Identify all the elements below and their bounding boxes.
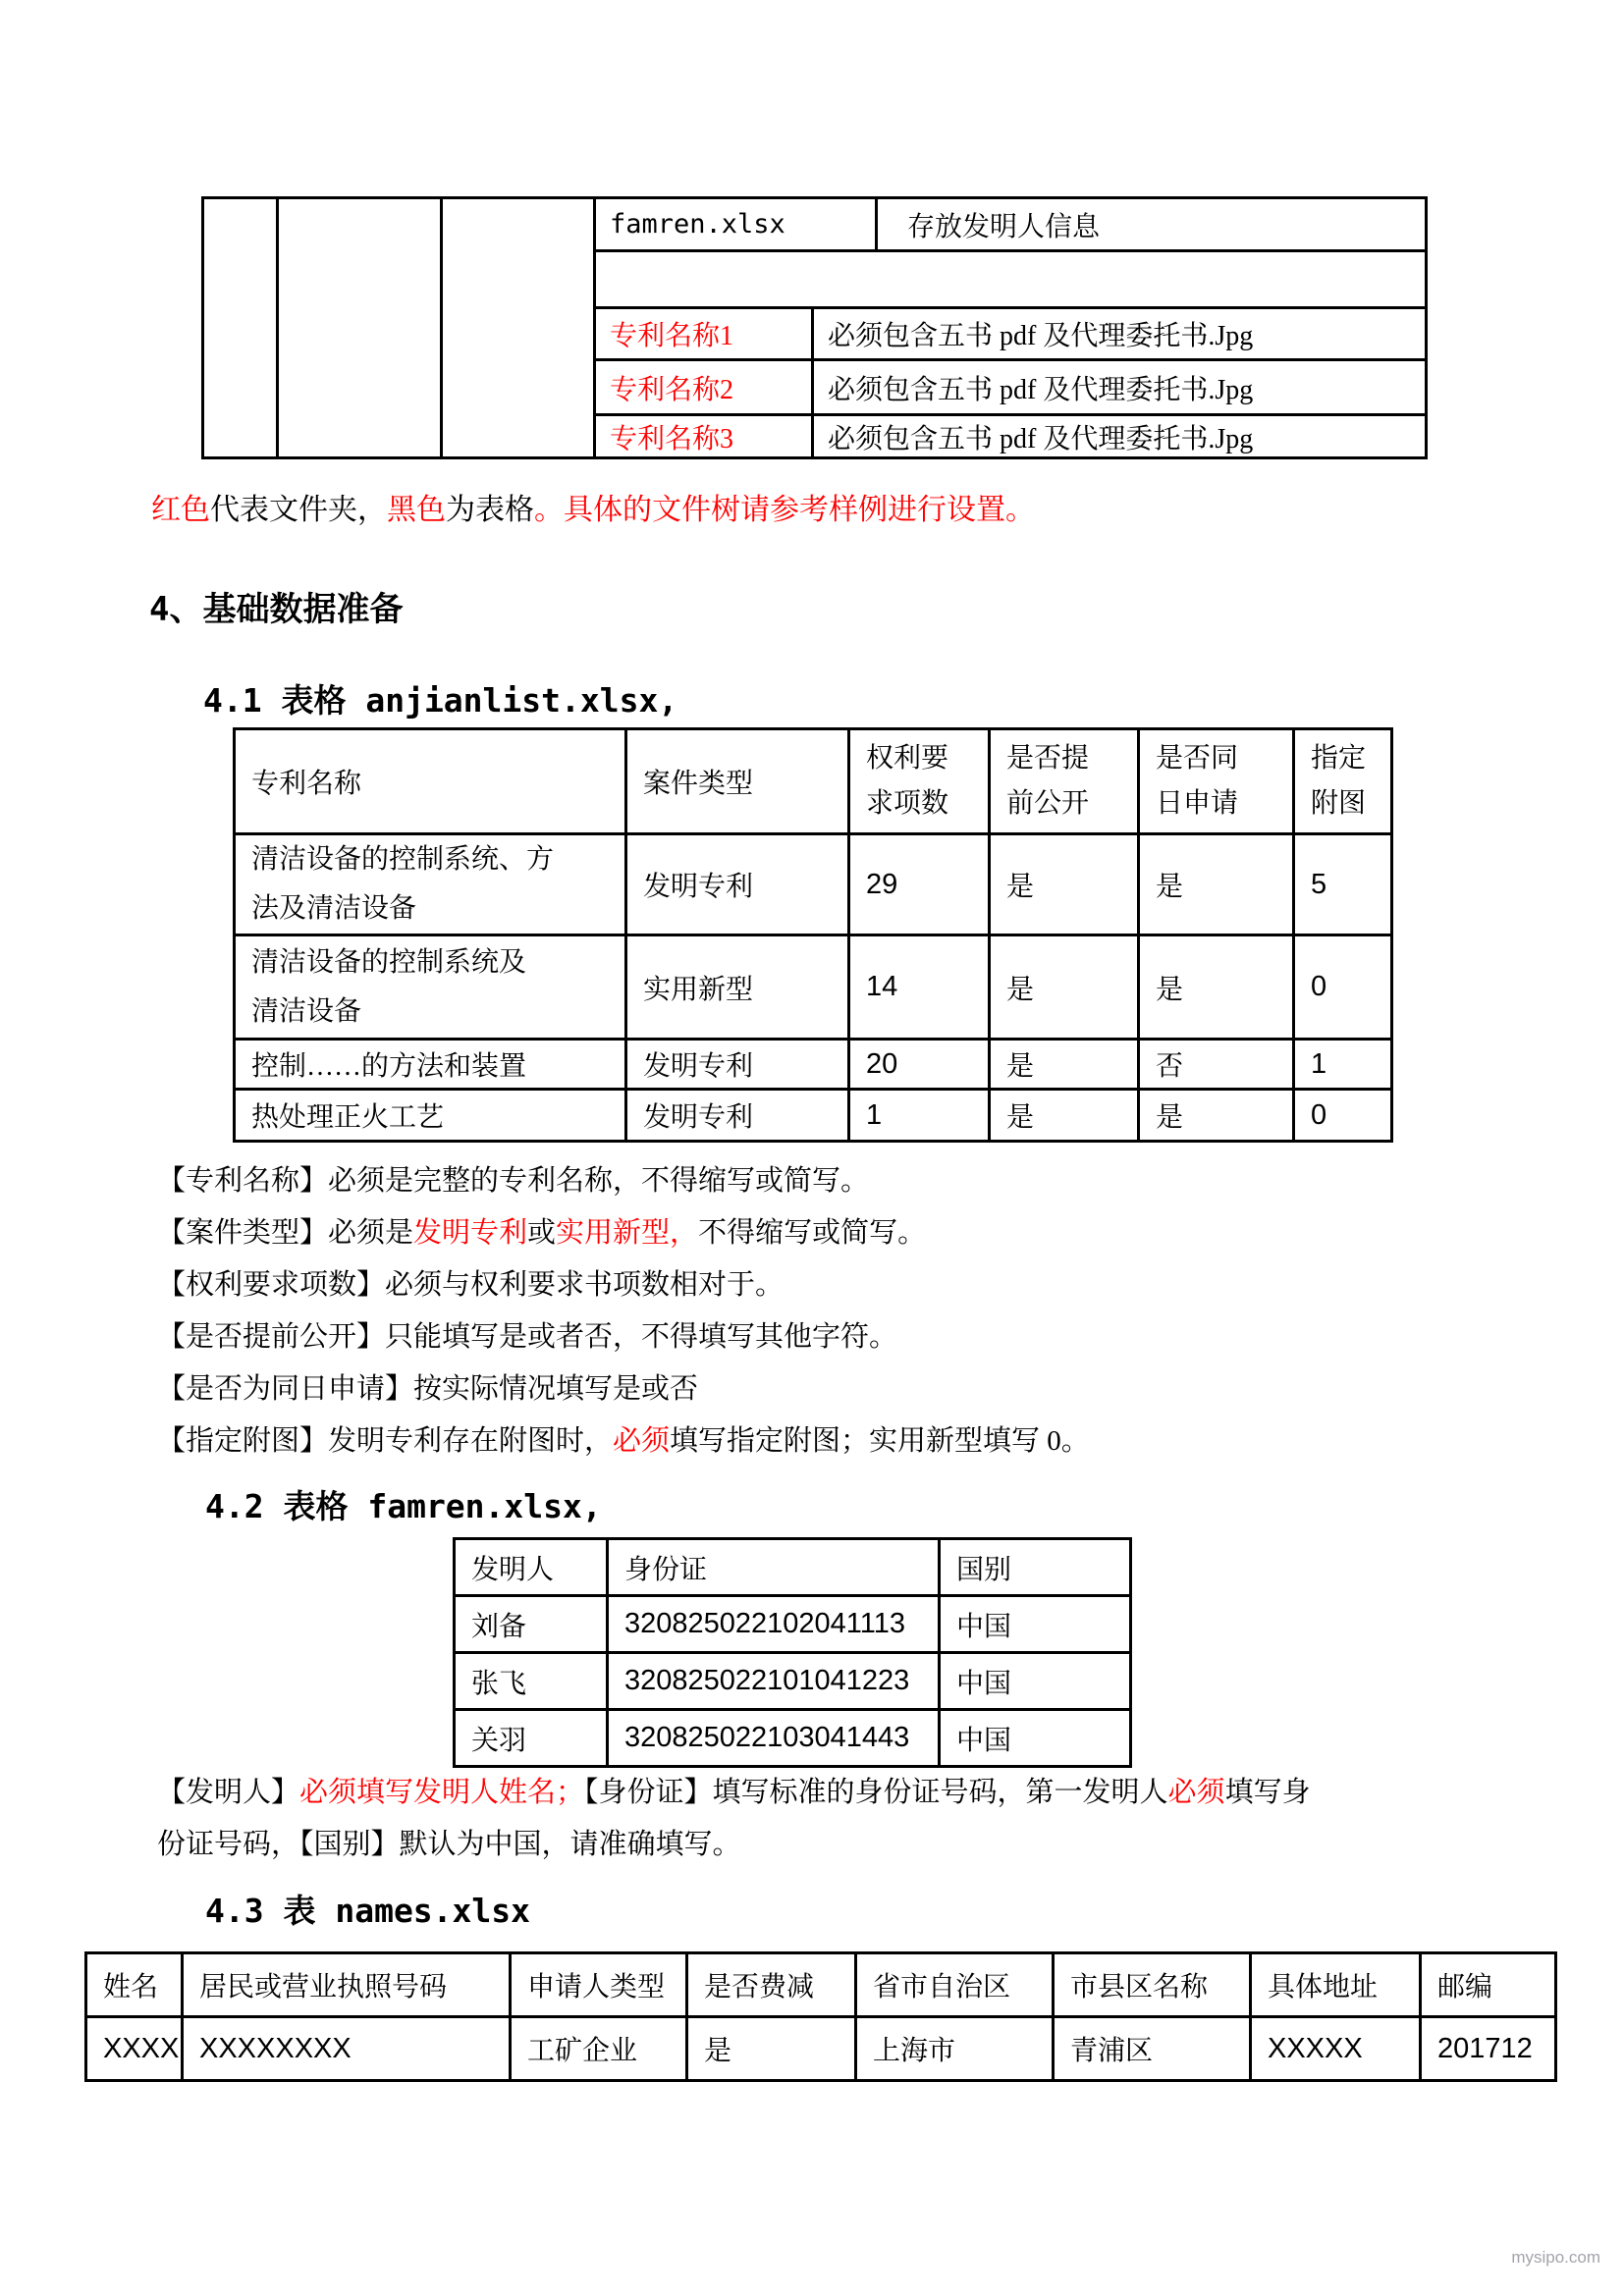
cell-fee-reduction: 是 [687, 2017, 856, 2081]
file-name-famren: famren.xlsx [610, 209, 785, 240]
cell-same-day: 是 [1139, 834, 1294, 935]
cell-inventor: 张飞 [455, 1653, 608, 1710]
cell-nationality: 中国 [940, 1653, 1131, 1710]
note-claims: 【权利要求项数】必须与权利要求书项数相对于。 [157, 1269, 785, 1301]
header-fee-reduction: 是否费减 [687, 1953, 856, 2017]
anjianlist-table [233, 727, 1393, 1143]
header-name: 姓名 [86, 1953, 183, 2017]
table-hline [593, 249, 1425, 252]
folder-desc-patent-3: 必须包含五书 pdf 及代理委托书.Jpg [828, 423, 1254, 454]
header-province: 省市自治区 [856, 1953, 1054, 2017]
header-license-number: 居民或营业执照号码 [183, 1953, 511, 2017]
cell-case-type: 实用新型 [626, 935, 849, 1040]
table-vline [276, 199, 279, 456]
folder-name-patent-2: 专利名称2 [610, 374, 734, 405]
header-claims-line1: 权利要 [866, 743, 949, 774]
cell-claims: 14 [849, 935, 990, 1040]
cell-figure: 0 [1294, 1090, 1392, 1142]
header-same-line2: 日申请 [1156, 788, 1239, 819]
cell-applicant-type: 工矿企业 [511, 2017, 687, 2081]
section-4-1-title: 4.1 表格 anjianlist.xlsx, [203, 681, 678, 720]
cell-early-publish: 是 [990, 834, 1139, 935]
header-nationality: 国别 [940, 1539, 1131, 1596]
file-tree-table [201, 196, 1428, 459]
section-4-2-title: 4.2 表格 famren.xlsx, [205, 1487, 602, 1525]
note-inventor-line1: 【发明人】必须填写发明人姓名；【身份证】填写标准的身份证号码，第一发明人必须填写身 [157, 1777, 1311, 1808]
cell-patent-name-line2: 法及清洁设备 [251, 893, 417, 924]
section-4-title: 4、基础数据准备 [149, 590, 404, 629]
table-vline [440, 199, 443, 456]
table-row [455, 1596, 1131, 1653]
table-row [235, 834, 1392, 935]
cell-postcode: 201712 [1421, 2017, 1556, 2081]
note-patent-name: 【专利名称】必须是完整的专利名称，不得缩写或简写。 [157, 1165, 870, 1197]
header-figure [1294, 729, 1392, 834]
famren-table [453, 1537, 1132, 1768]
cell-patent-name: 控制……的方法和装置 [235, 1040, 626, 1090]
cell-patent-name [235, 935, 626, 1040]
note-early-publish: 【是否提前公开】只能填写是或者否，不得填写其他字符。 [157, 1321, 898, 1353]
header-applicant-type: 申请人类型 [511, 1953, 687, 2017]
cell-license-number: XXXXXXXX [183, 2017, 511, 2081]
cell-early-publish: 是 [990, 1040, 1139, 1090]
header-early-line1: 是否提 [1006, 743, 1090, 774]
names-table [84, 1951, 1557, 2082]
cell-figure: 5 [1294, 834, 1392, 935]
table-row [235, 935, 1392, 1040]
cell-id-card: 320825022103041443 [608, 1710, 940, 1767]
header-case-type: 案件类型 [626, 729, 849, 834]
header-claims [849, 729, 990, 834]
header-same-day [1139, 729, 1294, 834]
cell-same-day: 否 [1139, 1040, 1294, 1090]
cell-nationality: 中国 [940, 1710, 1131, 1767]
cell-patent-name-line1: 清洁设备的控制系统、方 [251, 844, 555, 875]
cell-id-card: 320825022102041113 [608, 1596, 940, 1653]
cell-patent-name: 热处理正火工艺 [235, 1090, 626, 1142]
cell-patent-name-line2: 清洁设备 [251, 995, 362, 1027]
header-id-card: 身份证 [608, 1539, 940, 1596]
header-same-line1: 是否同 [1156, 743, 1239, 774]
cell-province: 上海市 [856, 2017, 1054, 2081]
cell-same-day: 是 [1139, 1090, 1294, 1142]
header-city-district: 市县区名称 [1054, 1953, 1251, 2017]
table-row [235, 1090, 1392, 1142]
cell-inventor: 关羽 [455, 1710, 608, 1767]
cell-claims: 20 [849, 1040, 990, 1090]
table-row [455, 1710, 1131, 1767]
cell-address: XXXXX [1251, 2017, 1421, 2081]
cell-case-type: 发明专利 [626, 1090, 849, 1142]
cell-patent-name-line1: 清洁设备的控制系统及 [251, 946, 527, 978]
site-watermark: mysipo.com [1511, 2248, 1600, 2267]
header-postcode: 邮编 [1421, 1953, 1556, 2017]
folder-name-patent-1: 专利名称1 [610, 321, 734, 351]
cell-name: XXXX [86, 2017, 183, 2081]
file-desc-famren: 存放发明人信息 [907, 211, 1101, 242]
note-case-type: 【案件类型】必须是发明专利或实用新型，不得缩写或简写。 [157, 1217, 927, 1249]
header-early-publish [990, 729, 1139, 834]
cell-figure: 1 [1294, 1040, 1392, 1090]
cell-case-type: 发明专利 [626, 1040, 849, 1090]
header-claims-line2: 求项数 [866, 788, 949, 819]
folder-name-patent-3: 专利名称3 [610, 423, 734, 454]
cell-early-publish: 是 [990, 1090, 1139, 1142]
header-patent-name: 专利名称 [235, 729, 626, 834]
note-inventor-line2: 份证号码，【国别】默认为中国，请准确填写。 [157, 1829, 741, 1860]
cell-city-district: 青浦区 [1054, 2017, 1251, 2081]
header-figure-line1: 指定 [1311, 743, 1367, 774]
note-figure: 【指定附图】发明专利存在附图时，必须填写指定附图；实用新型填写 0。 [157, 1425, 1090, 1457]
cell-figure: 0 [1294, 935, 1392, 1040]
header-address: 具体地址 [1251, 1953, 1421, 2017]
cell-claims: 29 [849, 834, 990, 935]
cell-claims: 1 [849, 1090, 990, 1142]
table-row [235, 1040, 1392, 1090]
legend-line: 红色代表文件夹，黑色为表格。具体的文件树请参考样例进行设置。 [151, 494, 1035, 526]
cell-early-publish: 是 [990, 935, 1139, 1040]
cell-patent-name [235, 834, 626, 935]
cell-same-day: 是 [1139, 935, 1294, 1040]
section-4-3-title: 4.3 表 names.xlsx [205, 1892, 531, 1930]
table-row [86, 2017, 1556, 2081]
cell-id-card: 320825022101041223 [608, 1653, 940, 1710]
table-header-row [235, 729, 1392, 834]
table-header-row [455, 1539, 1131, 1596]
table-row [455, 1653, 1131, 1710]
folder-desc-patent-2: 必须包含五书 pdf 及代理委托书.Jpg [828, 374, 1254, 405]
header-early-line2: 前公开 [1006, 788, 1090, 819]
cell-nationality: 中国 [940, 1596, 1131, 1653]
folder-desc-patent-1: 必须包含五书 pdf 及代理委托书.Jpg [828, 321, 1254, 351]
header-inventor: 发明人 [455, 1539, 608, 1596]
note-same-day: 【是否为同日申请】按实际情况填写是或否 [157, 1373, 699, 1405]
cell-case-type: 发明专利 [626, 834, 849, 935]
table-header-row [86, 1953, 1556, 2017]
header-figure-line2: 附图 [1311, 788, 1367, 819]
cell-inventor: 刘备 [455, 1596, 608, 1653]
